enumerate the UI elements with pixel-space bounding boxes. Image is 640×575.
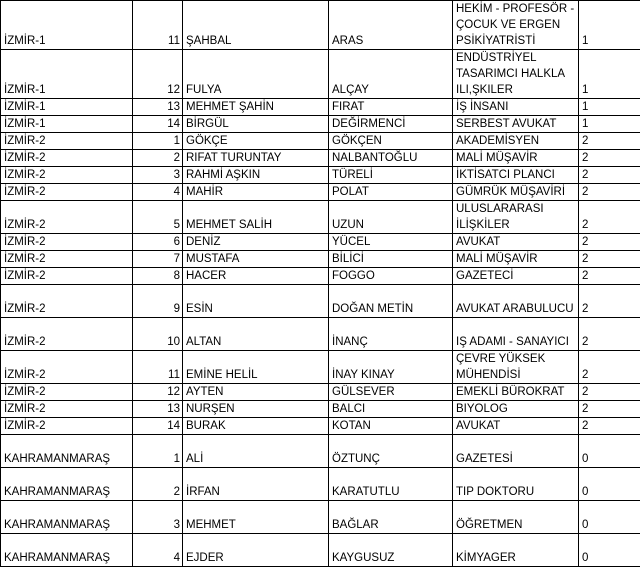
cell-province: KAHRAMANMARAŞ: [1, 501, 133, 534]
table-row: [1, 534, 640, 567]
cell-profession: GAZETESİ: [453, 435, 579, 468]
cell-code: 0: [579, 501, 640, 534]
table-row: [1, 50, 640, 99]
cell-order-number: 2: [133, 468, 183, 501]
candidate-table-body: [1, 1, 640, 567]
cell-order-number: 14: [133, 116, 183, 133]
cell-province: KAHRAMANMARAŞ: [1, 534, 133, 567]
table-row: [1, 285, 640, 318]
cell-last-name: BİLİCİ: [329, 251, 453, 268]
cell-last-name: FOGGO: [329, 268, 453, 285]
cell-last-name: DEĞİRMENCİ: [329, 116, 453, 133]
cell-code: 2: [579, 418, 640, 435]
cell-order-number: 10: [133, 318, 183, 351]
cell-order-number: 13: [133, 99, 183, 116]
cell-first-name: ALTAN: [183, 318, 329, 351]
cell-order-number: 1: [133, 133, 183, 150]
cell-last-name: NALBANTOĞLU: [329, 150, 453, 167]
cell-first-name: ŞAHBAL: [183, 1, 329, 50]
cell-order-number: 1: [133, 435, 183, 468]
cell-first-name: RAHMİ AŞKIN: [183, 167, 329, 184]
cell-last-name: İNANÇ: [329, 318, 453, 351]
cell-province: İZMİR-1: [1, 50, 133, 99]
cell-province: KAHRAMANMARAŞ: [1, 435, 133, 468]
cell-order-number: 2: [133, 150, 183, 167]
cell-code: 1: [579, 1, 640, 50]
cell-first-name: HACER: [183, 268, 329, 285]
cell-first-name: ALİ: [183, 435, 329, 468]
cell-last-name: ARAS: [329, 1, 453, 50]
cell-order-number: 3: [133, 167, 183, 184]
cell-first-name: FULYA: [183, 50, 329, 99]
cell-first-name: RIFAT TURUNTAY: [183, 150, 329, 167]
table-row: [1, 116, 640, 133]
cell-province: İZMİR-2: [1, 285, 133, 318]
cell-first-name: İRFAN: [183, 468, 329, 501]
cell-last-name: YÜCEL: [329, 234, 453, 251]
cell-code: 2: [579, 234, 640, 251]
cell-last-name: BAĞLAR: [329, 501, 453, 534]
cell-first-name: MEHMET ŞAHİN: [183, 99, 329, 116]
cell-code: 2: [579, 318, 640, 351]
cell-order-number: 4: [133, 534, 183, 567]
cell-first-name: NURŞEN: [183, 401, 329, 418]
cell-order-number: 7: [133, 251, 183, 268]
table-row: [1, 167, 640, 184]
table-row: [1, 99, 640, 116]
cell-profession: AVUKAT: [453, 234, 579, 251]
cell-province: İZMİR-2: [1, 133, 133, 150]
cell-profession: AVUKAT ARABULUCU: [453, 285, 579, 318]
cell-order-number: 11: [133, 1, 183, 50]
cell-order-number: 12: [133, 50, 183, 99]
cell-province: İZMİR-1: [1, 99, 133, 116]
cell-order-number: 9: [133, 285, 183, 318]
cell-province: İZMİR-2: [1, 150, 133, 167]
table-row: [1, 184, 640, 201]
cell-last-name: FIRAT: [329, 99, 453, 116]
cell-code: 0: [579, 534, 640, 567]
cell-order-number: 3: [133, 501, 183, 534]
cell-order-number: 13: [133, 401, 183, 418]
cell-last-name: KAYGUSUZ: [329, 534, 453, 567]
cell-last-name: BALCI: [329, 401, 453, 418]
cell-province: İZMİR-2: [1, 318, 133, 351]
cell-first-name: MAHİR: [183, 184, 329, 201]
cell-province: İZMİR-2: [1, 167, 133, 184]
cell-code: 2: [579, 268, 640, 285]
table-row: [1, 150, 640, 167]
cell-last-name: POLAT: [329, 184, 453, 201]
cell-last-name: KOTAN: [329, 418, 453, 435]
cell-province: KAHRAMANMARAŞ: [1, 468, 133, 501]
cell-code: 0: [579, 435, 640, 468]
cell-code: 2: [579, 401, 640, 418]
cell-last-name: ALÇAY: [329, 50, 453, 99]
table-row: [1, 351, 640, 384]
cell-code: 2: [579, 351, 640, 384]
cell-code: 2: [579, 285, 640, 318]
cell-order-number: 8: [133, 268, 183, 285]
cell-province: İZMİR-2: [1, 251, 133, 268]
cell-code: 2: [579, 251, 640, 268]
table-row: [1, 401, 640, 418]
cell-code: 2: [579, 150, 640, 167]
cell-first-name: MEHMET: [183, 501, 329, 534]
cell-first-name: EJDER: [183, 534, 329, 567]
cell-profession: GÜMRÜK MÜŞAVİRİ: [453, 184, 579, 201]
table-row: [1, 1, 640, 50]
cell-code: 2: [579, 384, 640, 401]
cell-province: İZMİR-2: [1, 351, 133, 384]
table-row: [1, 133, 640, 150]
table-row: [1, 201, 640, 234]
cell-profession: İKTİSATCI PLANCI: [453, 167, 579, 184]
cell-last-name: ÖZTUNÇ: [329, 435, 453, 468]
cell-first-name: GÖKÇE: [183, 133, 329, 150]
cell-first-name: BİRGÜL: [183, 116, 329, 133]
cell-profession: ÇEVRE YÜKSEK MÜHENDİSİ: [453, 351, 579, 384]
cell-province: İZMİR-2: [1, 401, 133, 418]
cell-profession: AKADEMİSYEN: [453, 133, 579, 150]
cell-profession: MALİ MÜŞAVİR: [453, 251, 579, 268]
cell-profession: GAZETECİ: [453, 268, 579, 285]
cell-last-name: UZUN: [329, 201, 453, 234]
cell-province: İZMİR-1: [1, 116, 133, 133]
cell-profession: BIYOLOG: [453, 401, 579, 418]
table-row: [1, 251, 640, 268]
cell-profession: EMEKLİ BÜROKRAT: [453, 384, 579, 401]
cell-profession: ULUSLARARASI İLİŞKİLER: [453, 201, 579, 234]
table-row: [1, 501, 640, 534]
cell-province: İZMİR-2: [1, 384, 133, 401]
cell-order-number: 6: [133, 234, 183, 251]
cell-code: 2: [579, 133, 640, 150]
cell-profession: TIP DOKTORU: [453, 468, 579, 501]
cell-last-name: GÜLSEVER: [329, 384, 453, 401]
cell-profession: ENDÜSTRİYEL TASARIMCI HALKLA ILI,ŞKILER: [453, 50, 579, 99]
cell-province: İZMİR-2: [1, 418, 133, 435]
table-row: [1, 435, 640, 468]
cell-first-name: AYTEN: [183, 384, 329, 401]
cell-profession: HEKİM - PROFESÖR - ÇOCUK VE ERGEN PSİKİYATRİSTİ: [453, 1, 579, 50]
cell-code: 1: [579, 116, 640, 133]
table-row: [1, 418, 640, 435]
cell-order-number: 11: [133, 351, 183, 384]
cell-profession: MALİ MÜŞAVİR: [453, 150, 579, 167]
cell-order-number: 14: [133, 418, 183, 435]
table-row: [1, 268, 640, 285]
cell-order-number: 5: [133, 201, 183, 234]
cell-last-name: GÖKÇEN: [329, 133, 453, 150]
cell-province: İZMİR-2: [1, 234, 133, 251]
cell-code: 0: [579, 468, 640, 501]
cell-profession: ÖĞRETMEN: [453, 501, 579, 534]
cell-first-name: EMİNE HELİL: [183, 351, 329, 384]
cell-last-name: TÜRELİ: [329, 167, 453, 184]
cell-profession: SERBEST AVUKAT: [453, 116, 579, 133]
cell-first-name: ESİN: [183, 285, 329, 318]
cell-province: İZMİR-2: [1, 268, 133, 285]
cell-code: 2: [579, 167, 640, 184]
cell-first-name: BURAK: [183, 418, 329, 435]
cell-code: 1: [579, 99, 640, 116]
table-row: [1, 468, 640, 501]
cell-first-name: DENİZ: [183, 234, 329, 251]
cell-code: 2: [579, 184, 640, 201]
cell-first-name: MUSTAFA: [183, 251, 329, 268]
cell-profession: IŞ ADAMI - SANAYICI: [453, 318, 579, 351]
cell-profession: İŞ İNSANI: [453, 99, 579, 116]
cell-province: İZMİR-2: [1, 201, 133, 234]
cell-first-name: MEHMET SALİH: [183, 201, 329, 234]
cell-province: İZMİR-2: [1, 184, 133, 201]
cell-last-name: KARATUTLU: [329, 468, 453, 501]
cell-order-number: 4: [133, 184, 183, 201]
table-row: [1, 318, 640, 351]
cell-last-name: İNAY KINAY: [329, 351, 453, 384]
cell-profession: KİMYAGER: [453, 534, 579, 567]
cell-order-number: 12: [133, 384, 183, 401]
table-row: [1, 384, 640, 401]
cell-code: 2: [579, 201, 640, 234]
table-row: [1, 234, 640, 251]
cell-province: İZMİR-1: [1, 1, 133, 50]
cell-last-name: DOĞAN METİN: [329, 285, 453, 318]
cell-profession: AVUKAT: [453, 418, 579, 435]
cell-code: 1: [579, 50, 640, 99]
